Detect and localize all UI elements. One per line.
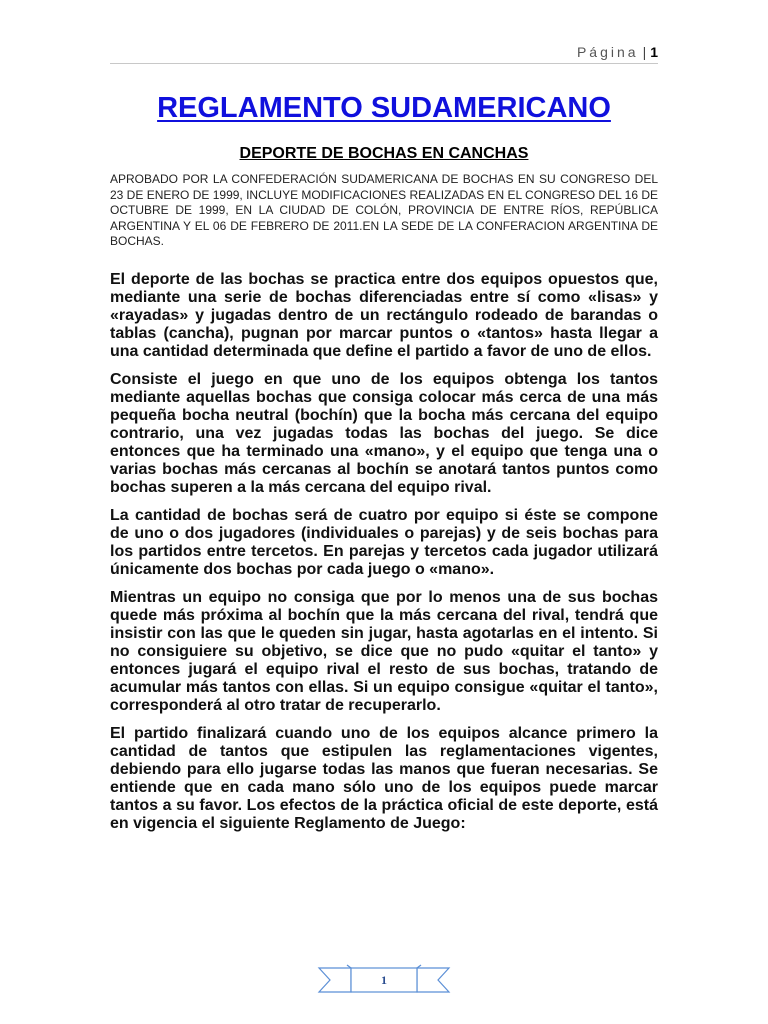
page-label: Página <box>576 44 639 60</box>
header-separator: | <box>642 44 647 60</box>
header-page-number: 1 <box>650 44 658 60</box>
header-rule <box>110 63 658 64</box>
paragraph-4: Mientras un equipo no consiga que por lo menos una de sus bochas quede más próxima al bochín que la más cercana del rival, tendrá que insistir con las que le queden sin jugar, hasta agotarlas en el intento. Si no consiguiere su objetivo, se dice que no pudo «quitar el tanto» y entonces jugará el equipo rival el resto de sus bochas, tratando de acumular más tantos con ellas. Si un equipo consigue «quitar el tanto», corresponderá al otro tratar de recuperarlo. <box>110 589 658 714</box>
paragraph-3: La cantidad de bochas será de cuatro por equipo si éste se compone de uno o dos jugadores (individuales o parejas) y de seis bochas para los partidos entre tercetos. En parejas y tercetos cada jugador utilizará únicamente dos bochas por cada juego o «mano». <box>110 507 658 578</box>
approval-note: APROBADO POR LA CONFEDERACIÓN SUDAMERICANA DE BOCHAS EN SU CONGRESO DEL 23 DE ENERO DE 1999, INCLUYE MODIFICACIONES REALIZADAS EN EL CONGRESO DEL 16 DE OCTUBRE DE 1999, EN LA CIUDAD DE COLÓN, PROVINCIA DE ENTRE RÍOS, REPÚBLICA ARGENTINA Y EL 06 DE FEBRERO DE 2011.EN LA SEDE DE LA CONFERACION ARGENTINA DE BOCHAS. <box>110 172 658 248</box>
body-text <box>110 271 658 843</box>
paragraph-5: El partido finalizará cuando uno de los equipos alcance primero la cantidad de tantos que estipulen las reglamentaciones vigentes, debiendo para ello jugarse todas las manos que fueran necesarias. Se entiende que en cada mano sólo uno de los equipos puede marcar tantos a su favor. Los efectos de la práctica oficial de este deporte, está en vigencia el siguiente Reglamento de Juego: <box>110 725 658 832</box>
paragraph-2: Consiste el juego en que uno de los equipos obtenga los tantos mediante aquellas bochas que consiga colocar más cerca de una más pequeña bocha neutral (bochín) que la bocha más cercana del equipo contrario, una vez jugadas todas las bochas del juego. Se dice entonces que ha terminado una «mano», y el equipo que tenga una o varias bochas más cercanas al bochín se anotará tantos puntos como bochas superen a la más cercana del equipo rival. <box>110 371 658 496</box>
document-title: REGLAMENTO SUDAMERICANO <box>157 92 611 124</box>
footer-page-number: 1 <box>381 973 387 987</box>
paragraph-1: El deporte de las bochas se practica entre dos equipos opuestos que, mediante una serie de bochas diferenciadas entre sí como «lisas» y «rayadas» y jugadas dentro de un rectángulo rodeado de barandas o tablas (cancha), pugnan por marcar puntos o «tantos» hasta llegar a una cantidad determinada que define el partido a favor de uno de ellos. <box>110 271 658 360</box>
document-subtitle: DEPORTE DE BOCHAS EN CANCHAS <box>239 145 529 162</box>
page-header <box>577 44 658 60</box>
footer-page-badge <box>317 964 451 996</box>
